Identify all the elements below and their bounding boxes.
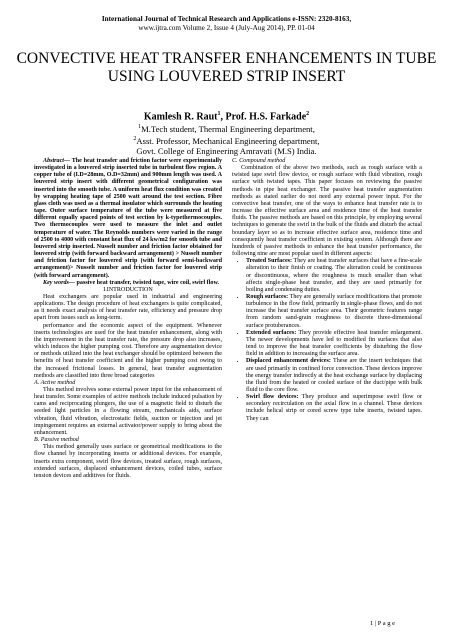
affiliation-1: $^1$M.Tech student, Thermal Engineering department,	[138, 123, 315, 134]
author-1-sup: 1	[217, 111, 221, 117]
abstract-text: The heat transfer and friction factor were experimentally investigated in a louvered strip inserted tube in turbulent flow region. A copper tube of (I.D=28mm, O.D=32mm) and 900mm length was used. A louvered strip insert with different geometrical configuration was inserted into the smooth tube. A uniform heat flux condition was created by wrapping heating tape of 2500 watt around the test section. Fibre glass cloth was used as a thermal insulator which surrounds the heating tape. Outer surface temperature of the tube were measured at five different equally spaced points of test section by k-typethermocouples. Two thermocouples were used to measure the inlet and outlet temperature of water. The Reynolds numbers were varied in the range of 2500 to 4000 with constant heat flux of 24 kw/m2 for smooth tube and louvered strip inserted. Nusselt number and friction factor obtained for louvered strip (with forward backward arrangement) > Nusselt number and friction factor for louvered strip (with forward semi-backward arrangement)> Nusselt number and friction factor for louvered strip (with forward arrangement).	[34, 158, 222, 279]
journal-header-line2: www.ijtra.com Volume 2, Issue 4 (July-Aug 2014), PP. 01-04	[138, 24, 315, 32]
author-2-sup: 2	[306, 111, 310, 117]
passive-methods-list	[232, 258, 422, 423]
paper-title: CONVECTIVE HEAT TRANSFER ENHANCEMENTS IN TUBE USING LOUVERED STRIP INSERT	[16, 50, 437, 85]
keywords-label: Key words—	[43, 279, 75, 286]
list-item: • Treated Surfaces: They are heat transfer surfaces that have a fine-scale alteration to their finish or coating. The alteration could be continuous or discontinuous, where the roughness is much smaller than what affects single-phase heat transfer, and they are used primarily for boiling and condensing duties.	[246, 258, 422, 294]
left-column	[34, 158, 222, 480]
affiliations	[0, 122, 453, 156]
affiliation-2: $^2$Asst. Professor, Mechanical Engineering department,	[133, 135, 320, 146]
journal-header-line1: International Journal of Technical Research and Applications e-ISSN: 2320-8163,	[101, 15, 352, 23]
author-1-name: Kamlesh R. Raut	[143, 111, 218, 123]
passive-method-paragraph: This method generally uses surface or geometrical modifications to the flow channel by incorporating inserts or additional devices. For example, inserts extra component, swirl flow devices, treated surface, rough surfaces, extended surfaces, displaced enhancement devices, coiled tubes, surface tension devices and additives for fluids.	[34, 444, 222, 479]
list-item: • Extended surfaces: They provide effective heat transfer enlargement. The newer developments have led to modified fin surfaces that also tend to improve the heat transfer coefficients by disturbing the flow field in addition to increasing the surface area.	[246, 330, 422, 359]
keywords	[34, 280, 222, 287]
intro-paragraph-1: Heat exchangers are popular used in industrial and engineering applications. The design procedure of heat exchangers is quite complicated, as it needs exact analysis of heat transfer rate, efficiency and pressure drop apart from issues such as long-term.	[34, 293, 222, 322]
affiliation-3: Govt. College of Engineering Amravati (M.S) India.	[136, 145, 317, 156]
journal-header	[0, 15, 453, 33]
list-item: • Displaced enhancement devices: These are the insert techniques that are used primarily in confined force convection. These devices improve the energy transfer indirectly at the heat exchange surface by displacing the fluid from the heated or cooled surface of the duct/pipe with bulk fluid to the core flow.	[246, 358, 422, 394]
list-item: • Rough surfaces: They are generally surface modifications that promote turbulence in the flow field, primarily in single-phase flows, and do not increase the heat transfer surface area. Their geometric features range from random sand-grain roughness to discrete three-dimensional surface protuberances.	[246, 294, 422, 330]
compound-method-paragraph: Combination of the above two methods, such as rough surface with a twisted tape swirl flow device, or rough surface with fluid vibration, rough surface with twisted tapes. This paper focuses on reviewing the passive methods in pipe heat exchanger. The passive heat transfer augmentation methods as stated earlier do not need any external power input. For the convective heat transfer, one of the ways to enhance heat transfer rate is to increase the effective surface area and residence time of the heat transfer fluids. The passive methods are based on this principle, by employing several techniques to generate the swirl in the bulk of the fluids and disturb the actual boundary layer so as to increase effective surface area, residence time and consequently heat transfer coefficient in existing system. Although there are hundreds of passive methods to enhance the heat transfer performance, the following nine are most popular used in different aspects:	[232, 165, 422, 258]
subsection-heading-active: A. Active method	[34, 379, 76, 386]
abstract	[34, 158, 222, 280]
active-method-paragraph: This method involves some external power input for the enhancement of heat transfer. Some examples of active methods include induced pulsation by cams and reciprocating plungers, the use of a magnetic field to disturb the seeded light particles in a flowing stream, mechanicals aids, surface vibration, fluid vibration, electrostatic fields, suction or injection and jet impingement requires an external activator/power supply to bring about the enhancement.	[34, 387, 223, 436]
author-2-name: Prof. H.S. Farkade	[225, 111, 307, 123]
author-line: Kamlesh R. Raut$^1$, Prof. H.S. Farkade$^2$	[143, 111, 310, 123]
intro-paragraph-2: performance and the economic aspect of the equipment. Whenever inserts technologies are used for the heat transfer enhancement, along with the improvement in the heat transfer rate, the pressure drop also increases, which induces the higher pumping cost. Therefore any augmentation device or methods utilized into the heat exchanger should be optimized between the benefits of heat transfer coefficient and the higher pumping cost owing to the increased frictional losses. In general, heat transfer augmentation methods are classified into three broad categories	[34, 322, 222, 379]
right-column	[232, 158, 422, 423]
keywords-text: passive heat transfer, twisted tape, wire coil, swirl flow.	[75, 279, 220, 286]
subsection-heading-compound: C. Compound method	[232, 158, 286, 164]
list-item: • Swirl flow devices: They produce and superimpose swirl flow or secondary recirculation on the axial flow in a channel. These devices include helical strip or cored screw type tube inserts, twisted tapes. They can	[246, 394, 422, 423]
page-number: 1 | P a g e	[370, 620, 396, 627]
subsection-heading-passive: B. Passive method	[34, 437, 79, 444]
section-heading-introduction: I.INTRODUCTION	[103, 286, 153, 293]
abstract-label: Abstract—	[43, 158, 71, 164]
